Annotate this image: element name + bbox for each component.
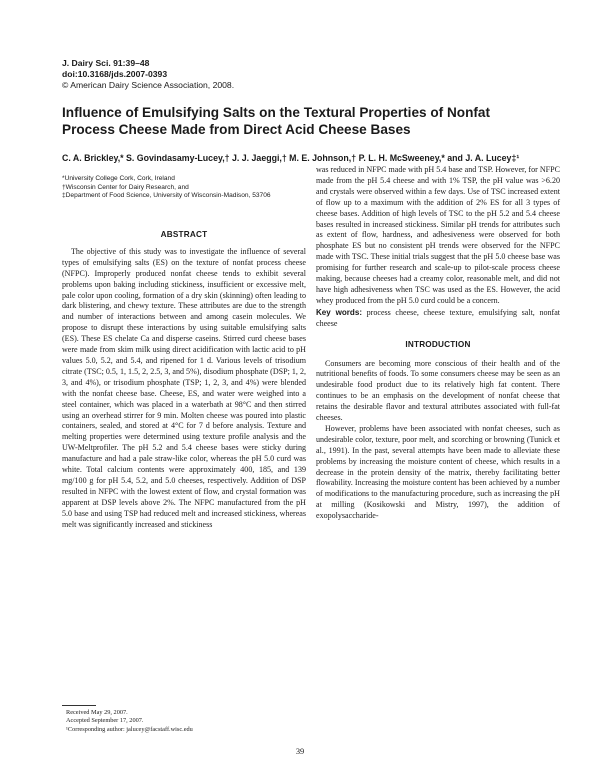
abstract-text-part-2: was reduced in NFPC made with pH 5.4 base and TSP. However, for NFPC made from the pH 5.4 cheese and with 1% TSP, the pH value was >6.20 and crystals were observed within a few days. Use of TSC increased extent of flow up to a maximum with the addition of 2% ES for all 3 types of cheese bases. Addition of high levels of TSC to the pH 5.2 and 5.4 cheese bases resulted in increased stickiness. Similar pH trends for attributes such as extent of flow, hardness, and adhesiveness were observed for both phosphate ES but no consistent pH trends were observed for the NFPC made with TSC. These initial trials suggest that the pH 5.0 cheese base was promising for further research and scale-up to pilot-scale process cheese making, because cheeses had a creamy color, reasonable melt, and did not have high adhesiveness when TSC was used as the ES. However, the acid whey produced from the pH 5.0 curd could be a concern. <box>316 165 560 305</box>
paper-title: Influence of Emulsifying Salts on the Textural Properties of Nonfat Process Cheese Made from Direct Acid Cheese Bases <box>62 105 491 137</box>
footnote-received: Received May 29, 2007. <box>66 709 128 716</box>
journal-header <box>62 58 234 91</box>
footnote-divider <box>62 705 96 706</box>
introduction-heading: INTRODUCTION <box>405 339 471 349</box>
affiliation-food-science: ‡Department of Food Science, University of Wisconsin-Madison, 53706 <box>62 192 271 200</box>
doi: doi:10.3168/jds.2007-0393 <box>62 69 168 79</box>
author-list: C. A. Brickley,* S. Govindasamy-Lucey,† J. J. Jaeggi,† M. E. Johnson,† P. L. H. McSweeney,* and J. A. Lucey‡¹ <box>62 153 520 163</box>
journal-citation: J. Dairy Sci. 91:39–48 <box>62 58 150 68</box>
intro-paragraph-2: However, problems have been associated with nonfat cheeses, such as undesirable color, texture, poor melt, and scorching or browning (Tunick et al., 1991). In the past, several attempts have been made to alleviate these problems by increasing the moisture content of cheese, which results in a decrease in the protein density of the matrix, thereby facilitating better flowability. Increasing the moisture content has been achieved by a number of modifications to the manufacturing procedure, such as increasing the pH at milling (Kosikowski and Mistry, 1997), the addition of exopolysaccharide- <box>316 423 560 521</box>
abstract-text-part-1: The objective of this study was to investigate the influence of several types of emulsifying salts (ES) on the texture of nonfat process cheese (NFPC). Improperly produced nonfat cheese tends to exhibit several problems upon baking including stickiness, insufficient or excessive melt, pale color upon cooling, formation of a dry skin (skinning) often leading to dark blistering, and chewy texture. These attributes are due to the strength and number of interactions between and among casein molecules. We propose to disrupt these interactions by using suitable emulsifying salts (ES). These ES chelate Ca and disperse caseins. Stirred curd cheese bases were made from skim milk using direct acidification with lactic acid to pH values 5.0, 5.2, and 5.4, and ripened for 1 d. Various levels of trisodium citrate (TSC; 0.5, 1, 1.5, 2, 2.5, 3, and 5%), disodium phosphate (DSP; 1, 2, 3, and 4%), or trisodium phosphate (TSP; 1, 2, 3, and 4%) were blended with the nonfat cheese base. Cheese, ES, and water were weighed into a steel container, which was placed in a waterbath at 98°C and then stirred using an overhead stirrer for 9 min. Molten cheese was poured into plastic containers, sealed, and stored at 4°C for 7 d before analysis. Texture and melting properties were determined using texture profile analysis and the UW-Meltprofiler. The pH 5.2 and 5.4 cheese bases were sticky during manufacture and had a pale straw-like color, whereas the pH 5.0 curd was white. Total calcium contents were approximately 400, 185, and 139 mg/100 g for pH 5.4, 5.2, and 5.0 cheeses, respectively. Addition of DSP resulted in NFPC with the lowest extent of flow, and crystal formation was apparent at DSP levels above 2%. The NFPC manufactured from the pH 5.0 base and using TSP had reduced melt and increased stickiness, whereas melt was significantly increased and stickiness <box>62 246 306 529</box>
affiliation-cork: *University College Cork, Cork, Ireland <box>62 175 175 182</box>
keywords-label: Key words: <box>316 307 362 317</box>
footnote-corresponding-author: ¹Corresponding author: jalucey@facstaff.wisc.edu <box>66 725 193 733</box>
page-number: 39 <box>295 747 305 756</box>
footnote-accepted: Accepted September 17, 2007. <box>66 717 144 725</box>
keywords-text: process cheese, cheese texture, emulsifying salt, nonfat cheese <box>316 307 561 328</box>
footnotes <box>66 709 193 734</box>
intro-paragraph-1: Consumers are becoming more conscious of their health and of the nutritional benefits of foods. To some consumers cheese may be seen as an undesirable food product due to its relatively high fat content. There continues to be an emphasis on the development of nonfat cheese that retains the desirable flavor and textural attributes associated with full-fat cheeses. <box>316 358 560 423</box>
left-column <box>62 230 306 530</box>
keywords <box>316 308 560 330</box>
affiliation-wcdr: †Wisconsin Center for Dairy Research, and <box>62 183 189 191</box>
right-column <box>316 165 560 522</box>
copyright-line: © American Dairy Science Association, 2008. <box>62 80 235 90</box>
abstract-heading: ABSTRACT <box>160 230 208 239</box>
